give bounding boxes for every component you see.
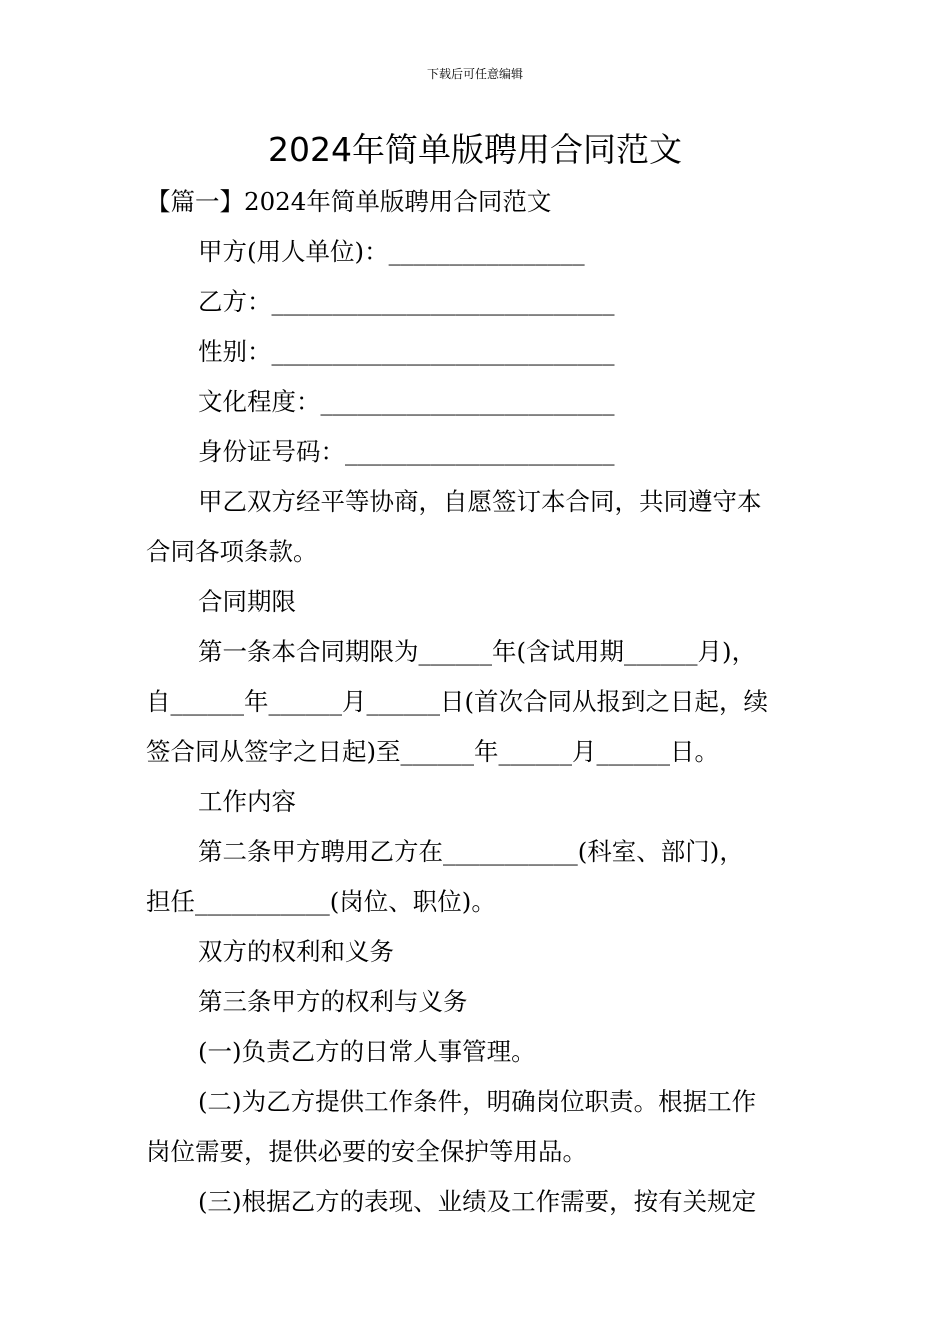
- page-header-note: 下载后可任意编辑: [426, 67, 523, 81]
- fill-blank: ____________________________: [271, 337, 615, 366]
- field-id-number: [146, 427, 808, 477]
- clause-item-3-line1: (三)根据乙方的表现、业绩及工作需要，按有关规定: [198, 1187, 757, 1216]
- document-body: [146, 177, 808, 1227]
- clause-item-2-line2: 岗位需要，提供必要的安全保护等用品。: [146, 1137, 587, 1166]
- field-party-b: [146, 277, 808, 327]
- fill-blank: ____________________________: [271, 287, 615, 316]
- heading-contract-term: 合同期限: [198, 587, 296, 616]
- clause-item-2-line1: (二)为乙方提供工作条件，明确岗位职责。根据工作: [198, 1087, 757, 1116]
- article1-line1: 第一条本合同期限为______年(含试用期______月)，: [198, 637, 757, 666]
- article3-heading: 第三条甲方的权利与义务: [198, 987, 468, 1016]
- heading-rights-duties: 双方的权利和义务: [198, 937, 394, 966]
- article2-line1: 第二条甲方聘用乙方在___________(科室、部门)，: [198, 837, 744, 866]
- field-gender: [146, 327, 808, 377]
- field-label: 甲方(用人单位)：: [198, 237, 389, 266]
- heading-work-content: 工作内容: [198, 787, 296, 816]
- fill-blank: ________________: [388, 237, 585, 266]
- clause-item-1: (一)负责乙方的日常人事管理。: [198, 1037, 536, 1066]
- fill-blank: ________________________: [320, 387, 615, 416]
- section-heading: 【篇一】2024年简单版聘用合同范文: [146, 187, 552, 216]
- document-title: 2024年简单版聘用合同范文: [268, 130, 682, 169]
- intro-paragraph-line2: 合同各项条款。: [146, 537, 318, 566]
- fill-blank: ______________________: [345, 437, 615, 466]
- field-label: 性别：: [198, 337, 272, 366]
- article1-line2: 自______年______月______日(首次合同从报到之日起，续: [146, 687, 769, 716]
- field-label: 文化程度：: [198, 387, 321, 416]
- intro-paragraph-line1: 甲乙双方经平等协商，自愿签订本合同，共同遵守本: [198, 487, 762, 516]
- field-party-a: [146, 227, 808, 277]
- field-education: [146, 377, 808, 427]
- field-label: 乙方：: [198, 287, 272, 316]
- article1-line3: 签合同从签字之日起)至______年______月______日。: [146, 737, 720, 766]
- article2-line2: 担任___________(岗位、职位)。: [146, 887, 496, 916]
- field-label: 身份证号码：: [198, 437, 345, 466]
